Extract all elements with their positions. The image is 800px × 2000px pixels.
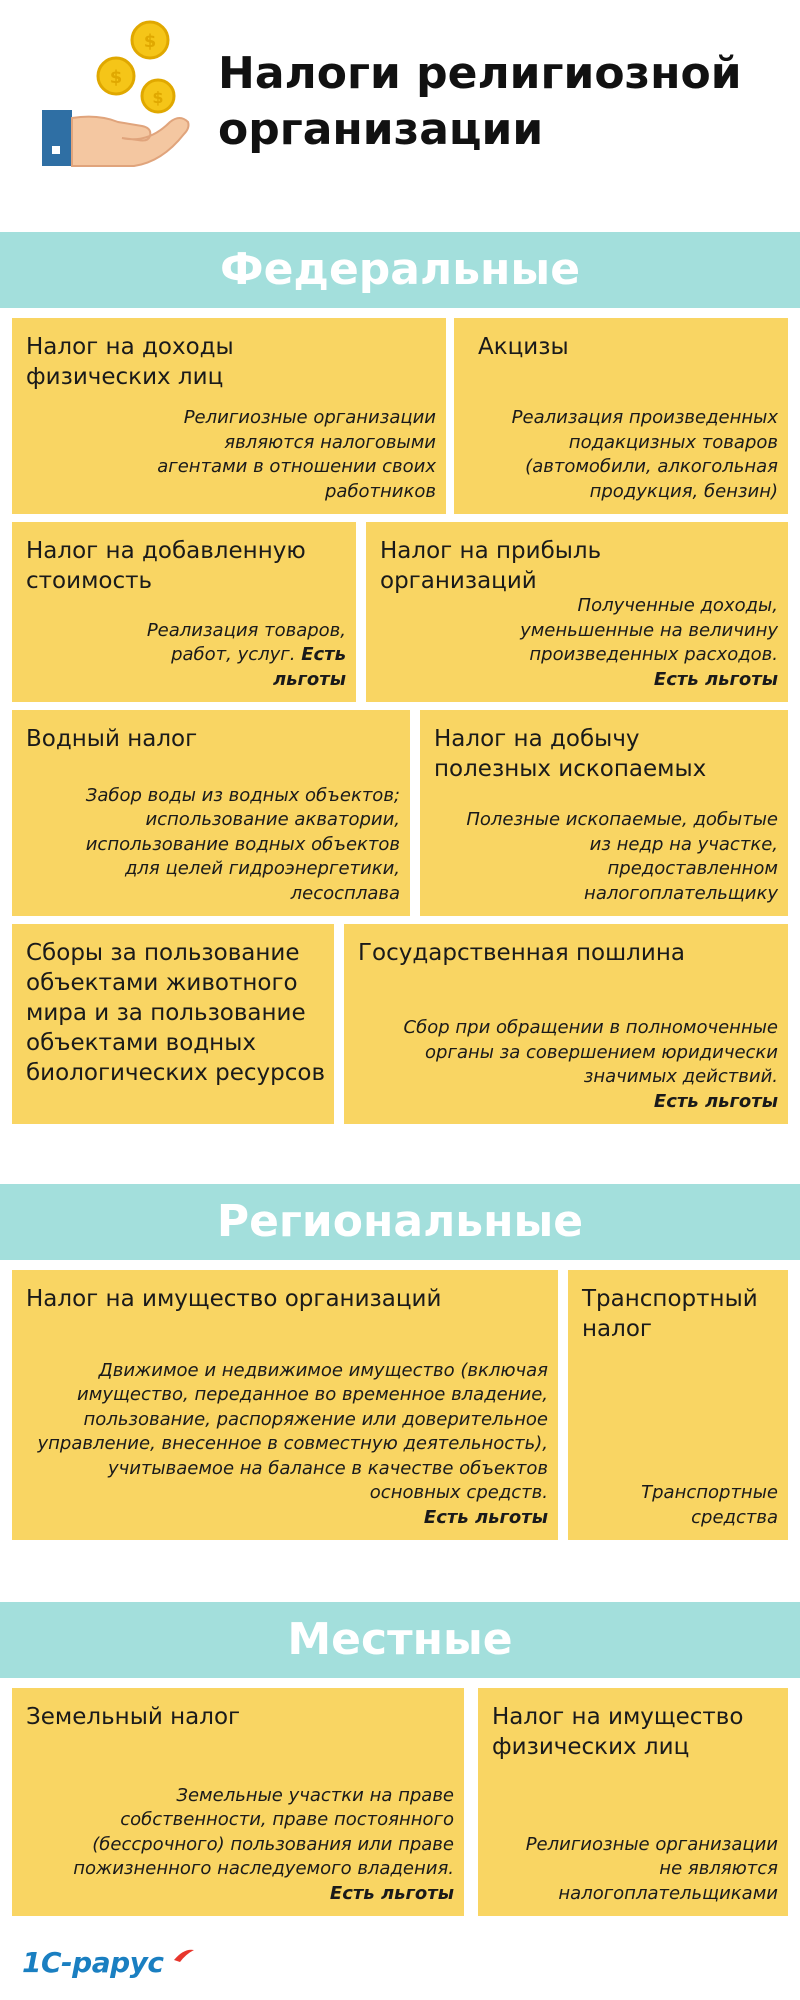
card-mining-desc: Полезные ископаемые, добытые из недр на участке, предоставленном налогоплательщику (466, 809, 778, 904)
card-property-org (12, 1270, 558, 1540)
svg-text:$: $ (109, 67, 123, 88)
card-property-person-desc: Религиозные организации не являются налогоплательщиками (525, 1833, 778, 1904)
card-property-person (478, 1688, 788, 1916)
card-duty (344, 924, 788, 1124)
svg-text:$: $ (143, 31, 157, 52)
card-fauna (12, 924, 334, 1124)
logo-text: 1С-рарус (22, 1946, 164, 1979)
svg-text:$: $ (152, 88, 164, 107)
hand-with-coins-icon (38, 18, 198, 178)
company-logo (22, 1946, 192, 1982)
card-property-org-name: Налог на имущество организаций (26, 1286, 442, 1312)
card-ndfl (12, 318, 446, 514)
section-federal-heading: Федеральные (0, 232, 800, 308)
card-excise-name: Акцизы (478, 334, 569, 360)
benefit-label: Есть льготы (329, 1882, 454, 1904)
section-local-heading: Местные (0, 1602, 800, 1678)
card-excise-desc: Реализация произведенных подакцизных товаров (автомобили, алкогольная продукция, бензин) (511, 407, 778, 502)
card-transport-name: Транспортный налог (582, 1286, 758, 1342)
card-ndfl-name: Налог на доходы физических лиц (26, 334, 234, 390)
benefit-label: Есть льготы (653, 668, 778, 690)
benefit-label: Есть льготы (272, 644, 346, 690)
card-water (12, 710, 410, 916)
card-profit (366, 522, 788, 702)
card-ndfl-desc: Религиозные организации являются налоговыми агентами в отношении своих работников (157, 407, 436, 502)
page-title: Налоги религиозной организации (218, 48, 742, 155)
logo-swoosh-icon (172, 1946, 196, 1966)
section-regional-heading: Региональные (0, 1184, 800, 1260)
card-vat-desc: Реализация товаров, работ, услуг. Есть льготы (146, 619, 346, 690)
benefit-label: Есть льготы (653, 1090, 778, 1112)
card-land-desc: Земельные участки на праве собственности, праве постоянного (бессрочного) пользования или праве пожизненного наследуемого владения. Есть льготы (34, 1784, 454, 1907)
card-duty-desc: Сбор при обращении в полномоченные органы за совершением юридически значимых действий. Есть льготы (368, 1016, 778, 1114)
card-property-person-name: Налог на имущество физических лиц (492, 1704, 744, 1760)
card-vat (12, 522, 356, 702)
card-property-org-desc: Движимое и недвижимое имущество (включая имущество, переданное во временное владение, пользование, распоряжение или доверительное управление, внесенное в совместную деятельность), учитываемое на балансе в качестве объектов основных средств. Есть льготы (28, 1359, 548, 1531)
card-fauna-name: Сборы за пользование объектами животного мира и за пользование объектами водных биологических ресурсов (26, 940, 326, 1086)
card-water-desc: Забор воды из водных объектов; использование акватории, использование водных объектов для целей гидроэнергетики, лесосплава (85, 784, 400, 904)
card-profit-name: Налог на прибыль организаций (380, 538, 602, 594)
card-excise (454, 318, 788, 514)
card-transport-desc: Транспортные средства (641, 1482, 778, 1528)
card-duty-name: Государственная пошлина (358, 940, 685, 966)
card-water-name: Водный налог (26, 726, 198, 752)
card-land-name: Земельный налог (26, 1704, 241, 1730)
card-land (12, 1688, 464, 1916)
header (0, 0, 800, 230)
card-vat-name: Налог на добавленную стоимость (26, 538, 306, 594)
card-mining-name: Налог на добычу полезных ископаемых (434, 726, 707, 782)
card-mining (420, 710, 788, 916)
card-profit-desc: Полученные доходы, уменьшенные на величину произведенных расходов. Есть льготы (468, 594, 778, 692)
benefit-label: Есть льготы (423, 1506, 548, 1528)
card-transport (568, 1270, 788, 1540)
